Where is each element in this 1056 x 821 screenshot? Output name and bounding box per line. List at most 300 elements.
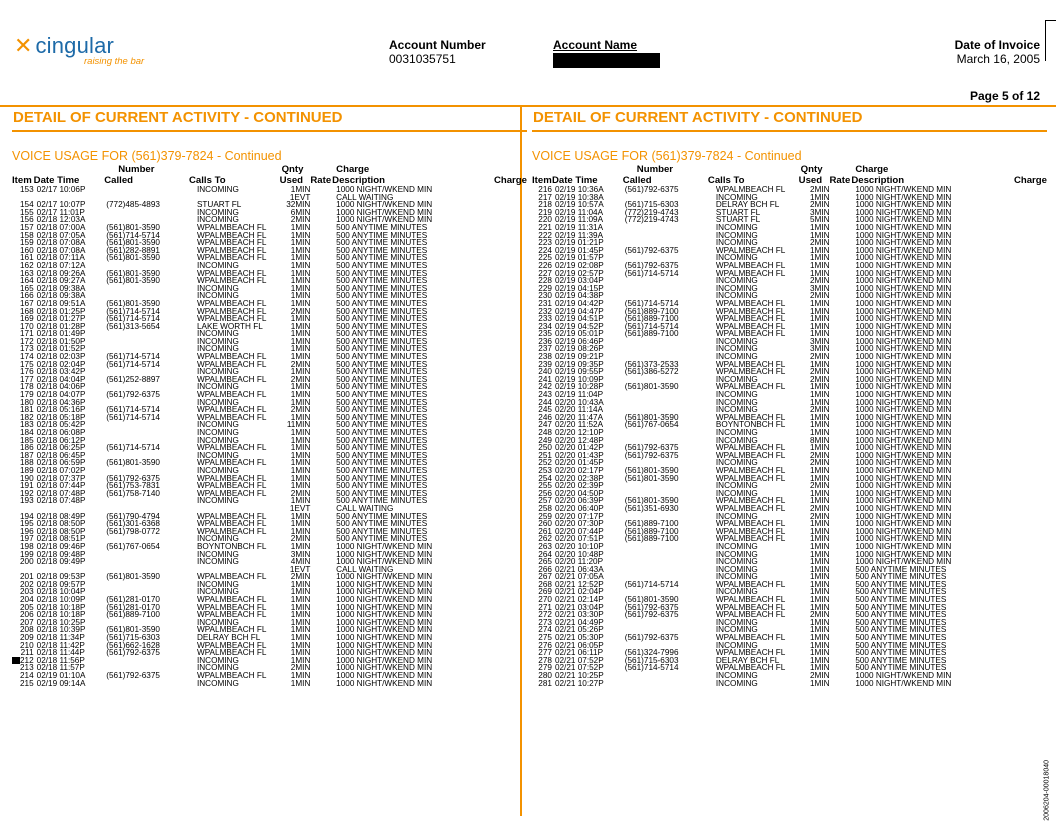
qty-used: 1MIN [290, 390, 311, 400]
rate [830, 551, 852, 559]
charge [999, 543, 1047, 551]
time: 05:42P [59, 420, 86, 430]
calls-to: INCOMING [715, 458, 758, 468]
usage-row [532, 459, 1047, 467]
time: 01:27P [59, 314, 86, 324]
rate [830, 216, 852, 224]
rate [310, 543, 332, 551]
date: 02/19 [554, 260, 576, 270]
charge [480, 194, 527, 202]
calls-to: STUART FL [715, 215, 761, 225]
item-number: 157 [20, 222, 34, 232]
time-header: Time [575, 175, 598, 186]
right-header-row-top [532, 164, 1047, 175]
time: 10:43A [577, 397, 604, 407]
time: 02:04P [577, 587, 604, 597]
time: 01:25P [59, 306, 86, 316]
called-number: (561)792-6375 [624, 633, 679, 643]
called-number: (561)801-3590 [624, 473, 679, 483]
usage-row [12, 604, 527, 612]
time: 04:15P [577, 283, 604, 293]
charge [480, 566, 527, 574]
description: 1000 NIGHT/WKEND MIN [855, 526, 952, 536]
usage-row [532, 551, 1047, 559]
description: 1000 NIGHT/WKEND MIN [336, 579, 433, 589]
rate [310, 361, 332, 369]
item-number: 257 [538, 496, 552, 506]
time: 09:49P [59, 557, 86, 567]
description: 1000 NIGHT/WKEND MIN [855, 215, 952, 225]
description: 500 ANYTIME MINUTES [855, 572, 947, 582]
description: 1000 NIGHT/WKEND MIN [855, 420, 952, 430]
date: 02/18 [36, 526, 58, 536]
rate [310, 345, 332, 353]
description: 500 ANYTIME MINUTES [855, 564, 947, 574]
description: 500 ANYTIME MINUTES [336, 443, 428, 453]
item-number: 263 [538, 541, 552, 551]
date: 02/19 [554, 192, 576, 202]
called-number [623, 558, 708, 566]
description: 1000 NIGHT/WKEND MIN [855, 390, 952, 400]
qty-used: 1MIN [290, 367, 311, 377]
called-number: (561)714-5714 [624, 663, 679, 673]
rate [310, 201, 332, 209]
date: 02/18 [36, 344, 58, 354]
usage-row [12, 361, 527, 369]
item-number: 163 [20, 268, 34, 278]
charge [480, 672, 527, 680]
date: 02/19 [554, 329, 576, 339]
date: 02/20 [554, 420, 576, 430]
time: 01:43P [577, 450, 604, 460]
description: 500 ANYTIME MINUTES [336, 321, 428, 331]
qty-used: 1MIN [809, 260, 830, 270]
usage-row [12, 664, 527, 672]
rate [830, 437, 852, 445]
time: 02:14P [577, 595, 604, 605]
usage-row [12, 262, 527, 270]
item-number: 220 [538, 215, 552, 225]
calls-to: INCOMING [196, 344, 239, 354]
calls-to: INCOMING [715, 428, 758, 437]
item-number: 159 [20, 238, 34, 248]
date: 02/19 [554, 390, 576, 400]
qty-used: 1MIN [290, 314, 311, 324]
rate [830, 330, 852, 338]
called-number: (561)801-3590 [106, 458, 160, 468]
rate [830, 672, 852, 680]
charge [999, 315, 1047, 323]
date: 02/21 [554, 602, 576, 612]
description: 500 ANYTIME MINUTES [336, 283, 428, 293]
invoice-date-block [955, 38, 1040, 66]
usage-row [532, 429, 1047, 437]
called-number [104, 338, 189, 346]
date: 02/19 [554, 253, 576, 263]
calls-to: WPALMBEACH FL [715, 526, 786, 536]
rate [310, 566, 332, 574]
item-number: 233 [538, 314, 552, 324]
item-number: 259 [538, 511, 552, 521]
usage-row [12, 323, 527, 331]
called-number [623, 619, 708, 627]
calls-to: INCOMING [196, 397, 239, 407]
item-number: 224 [538, 245, 552, 255]
calls-to: INCOMING [196, 329, 239, 339]
description: 500 ANYTIME MINUTES [336, 359, 428, 369]
called-number [623, 277, 708, 285]
usage-row [532, 224, 1047, 232]
account-number-value: 0031035751 [389, 52, 456, 66]
usage-row [12, 475, 527, 483]
charge [999, 247, 1047, 255]
page-corner-mark [1045, 20, 1056, 61]
description: 1000 NIGHT/WKEND MIN [336, 602, 433, 612]
calls-to: WPALMBEACH FL [196, 253, 267, 263]
date: 02/21 [554, 572, 576, 582]
charge [480, 558, 527, 566]
usage-row [532, 186, 1047, 194]
right-table-body [532, 186, 1047, 687]
calls-to: WPALMBEACH FL [196, 443, 267, 453]
called-number: (561)767-0654 [624, 420, 679, 430]
qty-used: 1MIN [290, 610, 311, 620]
time: 09:55P [577, 367, 604, 377]
time: 11:56P [59, 655, 85, 665]
charge [999, 406, 1047, 414]
called-number: (561)889-7100 [624, 329, 679, 339]
rate [310, 353, 332, 361]
calls-to: INCOMING [715, 481, 758, 491]
charge [480, 619, 527, 627]
rate [310, 421, 332, 429]
rate [310, 262, 332, 270]
used-header: Used [798, 175, 823, 186]
called-number: (561)801-3590 [624, 465, 679, 475]
description: 1000 NIGHT/WKEND MIN [855, 268, 952, 278]
calls-to: INCOMING [715, 291, 758, 301]
date: 02/18 [36, 382, 58, 392]
called-number: (561)714-5714 [106, 306, 160, 316]
rate [830, 361, 852, 369]
time: 01:52P [59, 344, 86, 354]
item-number: 186 [20, 443, 34, 453]
qty-used: 1MIN [290, 481, 311, 491]
usage-row [12, 421, 527, 429]
date: 02/19 [554, 314, 576, 324]
item-number: 253 [538, 465, 552, 475]
rate [310, 194, 332, 202]
qty-used: 1MIN [290, 473, 311, 483]
calls-to: WPALMBEACH FL [715, 314, 786, 324]
item-number: 198 [20, 541, 34, 551]
calls-to: INCOMING [715, 397, 758, 407]
calls-to: INCOMING [715, 625, 758, 635]
calls-to: INCOMING [196, 207, 239, 217]
calls-to: WPALMBEACH FL [715, 579, 786, 589]
usage-row [12, 528, 527, 536]
charge [480, 459, 527, 467]
rate [310, 391, 332, 399]
item-number: 156 [20, 215, 34, 225]
calls-to: INCOMING [715, 435, 758, 445]
charge [999, 300, 1047, 308]
charge [480, 543, 527, 551]
usage-row [532, 277, 1047, 285]
description: 1000 NIGHT/WKEND MIN [855, 458, 952, 468]
charge [480, 315, 527, 323]
item-number: 188 [20, 458, 34, 468]
time: 04:38P [577, 291, 604, 301]
usage-row [532, 194, 1047, 202]
date-header: Date [551, 175, 573, 186]
usage-row [532, 338, 1047, 346]
time: 10:48P [577, 549, 604, 559]
rate [830, 232, 852, 240]
charge [480, 345, 527, 353]
qty-used: 1MIN [809, 663, 830, 673]
charge [999, 611, 1047, 619]
charge [999, 680, 1047, 688]
qty-used: 1MIN [809, 602, 830, 612]
time: 09:48P [59, 549, 86, 559]
qty-used: 11MIN [286, 420, 311, 430]
time: 08:50P [59, 519, 86, 529]
item-number: 192 [20, 488, 34, 498]
called-number: (561)790-4794 [106, 511, 160, 521]
date: 02/17 [36, 200, 58, 210]
called-number [104, 551, 189, 559]
charge [480, 323, 527, 331]
calls-to: INCOMING [196, 549, 239, 559]
date: 02/20 [554, 534, 576, 544]
rate [830, 368, 852, 376]
item-number: 211 [20, 648, 34, 658]
calls-to: WPALMBEACH FL [715, 268, 786, 278]
qty-used: 1MIN [809, 572, 830, 582]
calls-to: WPALMBEACH FL [715, 367, 786, 377]
called-number [104, 421, 189, 429]
item-number: 254 [538, 473, 552, 483]
charge [480, 383, 527, 391]
date: 02/18 [36, 435, 58, 445]
date: 02/19 [554, 291, 576, 301]
time: 11:09A [577, 215, 604, 225]
usage-row [12, 186, 527, 194]
charge [999, 634, 1047, 642]
qty-used: 2MIN [809, 185, 830, 194]
charge [999, 186, 1047, 194]
date: 02/21 [554, 648, 576, 658]
called-number: (772)219-4743 [624, 207, 679, 217]
qty-used: 1MIN [809, 428, 830, 437]
rate [830, 558, 852, 566]
rate [310, 596, 332, 604]
called-number [104, 581, 189, 589]
date: 02/18 [36, 215, 58, 225]
time: 07:48P [59, 496, 86, 506]
calls-to: WPALMBEACH FL [196, 359, 267, 369]
charge [480, 270, 527, 278]
calls-to: WPALMBEACH FL [196, 245, 267, 255]
time: 06:59P [59, 458, 86, 468]
rate [830, 429, 852, 437]
description: 1000 NIGHT/WKEND MIN [855, 298, 952, 308]
charge [999, 383, 1047, 391]
time: 03:42P [59, 367, 86, 377]
rate-header: Rate [829, 175, 851, 186]
called-number: (561)281-0170 [106, 595, 160, 605]
rate [310, 634, 332, 642]
rate [830, 247, 852, 255]
qty-used: 1MIN [809, 412, 830, 422]
usage-row [532, 664, 1047, 672]
usage-row [12, 566, 527, 574]
qty-used: 1MIN [809, 222, 830, 232]
date: 02/20 [554, 412, 576, 422]
date: 02/19 [554, 298, 576, 308]
rate [830, 345, 852, 353]
rate [830, 323, 852, 331]
description: 500 ANYTIME MINUTES [855, 640, 947, 650]
charge [999, 391, 1047, 399]
time: 04:49P [577, 617, 604, 627]
qty-used: 2MIN [809, 671, 830, 680]
rate [310, 414, 332, 422]
charge [480, 528, 527, 536]
called-number: (561)798-0772 [106, 526, 160, 536]
charge [999, 292, 1047, 300]
usage-row [532, 383, 1047, 391]
description: 500 ANYTIME MINUTES [336, 253, 428, 263]
charge [999, 604, 1047, 612]
rate [830, 581, 852, 589]
called-number: (561)351-6930 [624, 503, 679, 513]
usage-row [12, 459, 527, 467]
calls-to: INCOMING [715, 405, 758, 415]
description: 1000 NIGHT/WKEND MIN [336, 678, 433, 688]
item-number: 175 [20, 359, 34, 369]
rate [830, 414, 852, 422]
date: 02/19 [554, 374, 576, 384]
usage-row [12, 513, 527, 521]
qnty-header: Qnty [800, 164, 823, 175]
called-number: (561)801-3590 [106, 298, 160, 308]
rate [310, 649, 332, 657]
called-number [623, 345, 708, 353]
charge-top-header: Charge [855, 164, 889, 175]
description: 500 ANYTIME MINUTES [336, 465, 428, 475]
qty-used: 3MIN [809, 344, 830, 354]
description: 500 ANYTIME MINUTES [336, 276, 428, 286]
rate [310, 672, 332, 680]
account-name-label: Account Name [553, 38, 638, 52]
called-number [104, 558, 189, 566]
time: 10:36A [577, 185, 604, 194]
usage-row [532, 467, 1047, 475]
qty-used: 1MIN [809, 595, 830, 605]
date: 02/19 [554, 352, 576, 362]
item-number: 173 [20, 344, 34, 354]
rate [830, 292, 852, 300]
calls-to: INCOMING [196, 496, 239, 506]
description: 1000 NIGHT/WKEND MIN [855, 207, 952, 217]
description: 500 ANYTIME MINUTES [855, 602, 947, 612]
rate [830, 513, 852, 521]
rate [830, 611, 852, 619]
called-number: (561)801-3590 [624, 496, 679, 506]
date: 02/20 [554, 526, 576, 536]
qty-used: 1MIN [290, 428, 311, 437]
calls-to: INCOMING [196, 465, 239, 475]
called-number [623, 543, 708, 551]
qty-used: 1MIN [290, 336, 311, 346]
usage-row [532, 421, 1047, 429]
date: 02/21 [554, 610, 576, 620]
rate [310, 323, 332, 331]
rate [310, 505, 332, 513]
usage-row [532, 315, 1047, 323]
date: 02/18 [36, 473, 58, 483]
item-number: 210 [20, 640, 34, 650]
time: 09:53P [59, 572, 86, 582]
description: 500 ANYTIME MINUTES [855, 633, 947, 643]
usage-row [532, 323, 1047, 331]
rate [830, 634, 852, 642]
description: 1000 NIGHT/WKEND MIN [855, 230, 952, 240]
date: 02/20 [554, 428, 576, 437]
item-number: 212 [12, 657, 34, 665]
called-number: (561)758-7140 [106, 488, 160, 498]
time: 12:48P [577, 435, 604, 445]
logo-name: cingular [35, 33, 115, 58]
qty-used: 1MIN [809, 473, 830, 483]
item-number: 239 [538, 359, 552, 369]
charge [999, 338, 1047, 346]
time: 03:04P [577, 276, 604, 286]
item-number: 235 [538, 329, 552, 339]
rate [310, 604, 332, 612]
item-number: 219 [538, 207, 552, 217]
description: 1000 NIGHT/WKEND MIN [336, 671, 433, 680]
calls-to: WPALMBEACH FL [715, 382, 786, 392]
usage-row [532, 444, 1047, 452]
qty-used: 1MIN [809, 268, 830, 278]
date: 02/18 [36, 648, 58, 658]
qty-used: 6MIN [290, 207, 311, 217]
charge [480, 551, 527, 559]
item-number: 232 [538, 306, 552, 316]
date: 02/19 [554, 359, 576, 369]
calls-to: WPALMBEACH FL [196, 238, 267, 248]
date: 02/18 [36, 557, 58, 567]
charge [480, 399, 527, 407]
calls-to: WPALMBEACH FL [715, 359, 786, 369]
calls-to: DELRAY BCH FL [196, 633, 261, 643]
qty-used: 1MIN [290, 283, 311, 293]
charge [999, 566, 1047, 574]
date: 02/18 [36, 367, 58, 377]
qty-used: 2MIN [290, 306, 311, 316]
usage-row [12, 649, 527, 657]
called-number [104, 497, 189, 505]
usage-row [12, 353, 527, 361]
qty-used: 2MIN [290, 663, 311, 673]
qty-used: 2MIN [809, 450, 830, 460]
charge [999, 224, 1047, 232]
time: 02:39P [577, 481, 604, 491]
usage-row [12, 520, 527, 528]
